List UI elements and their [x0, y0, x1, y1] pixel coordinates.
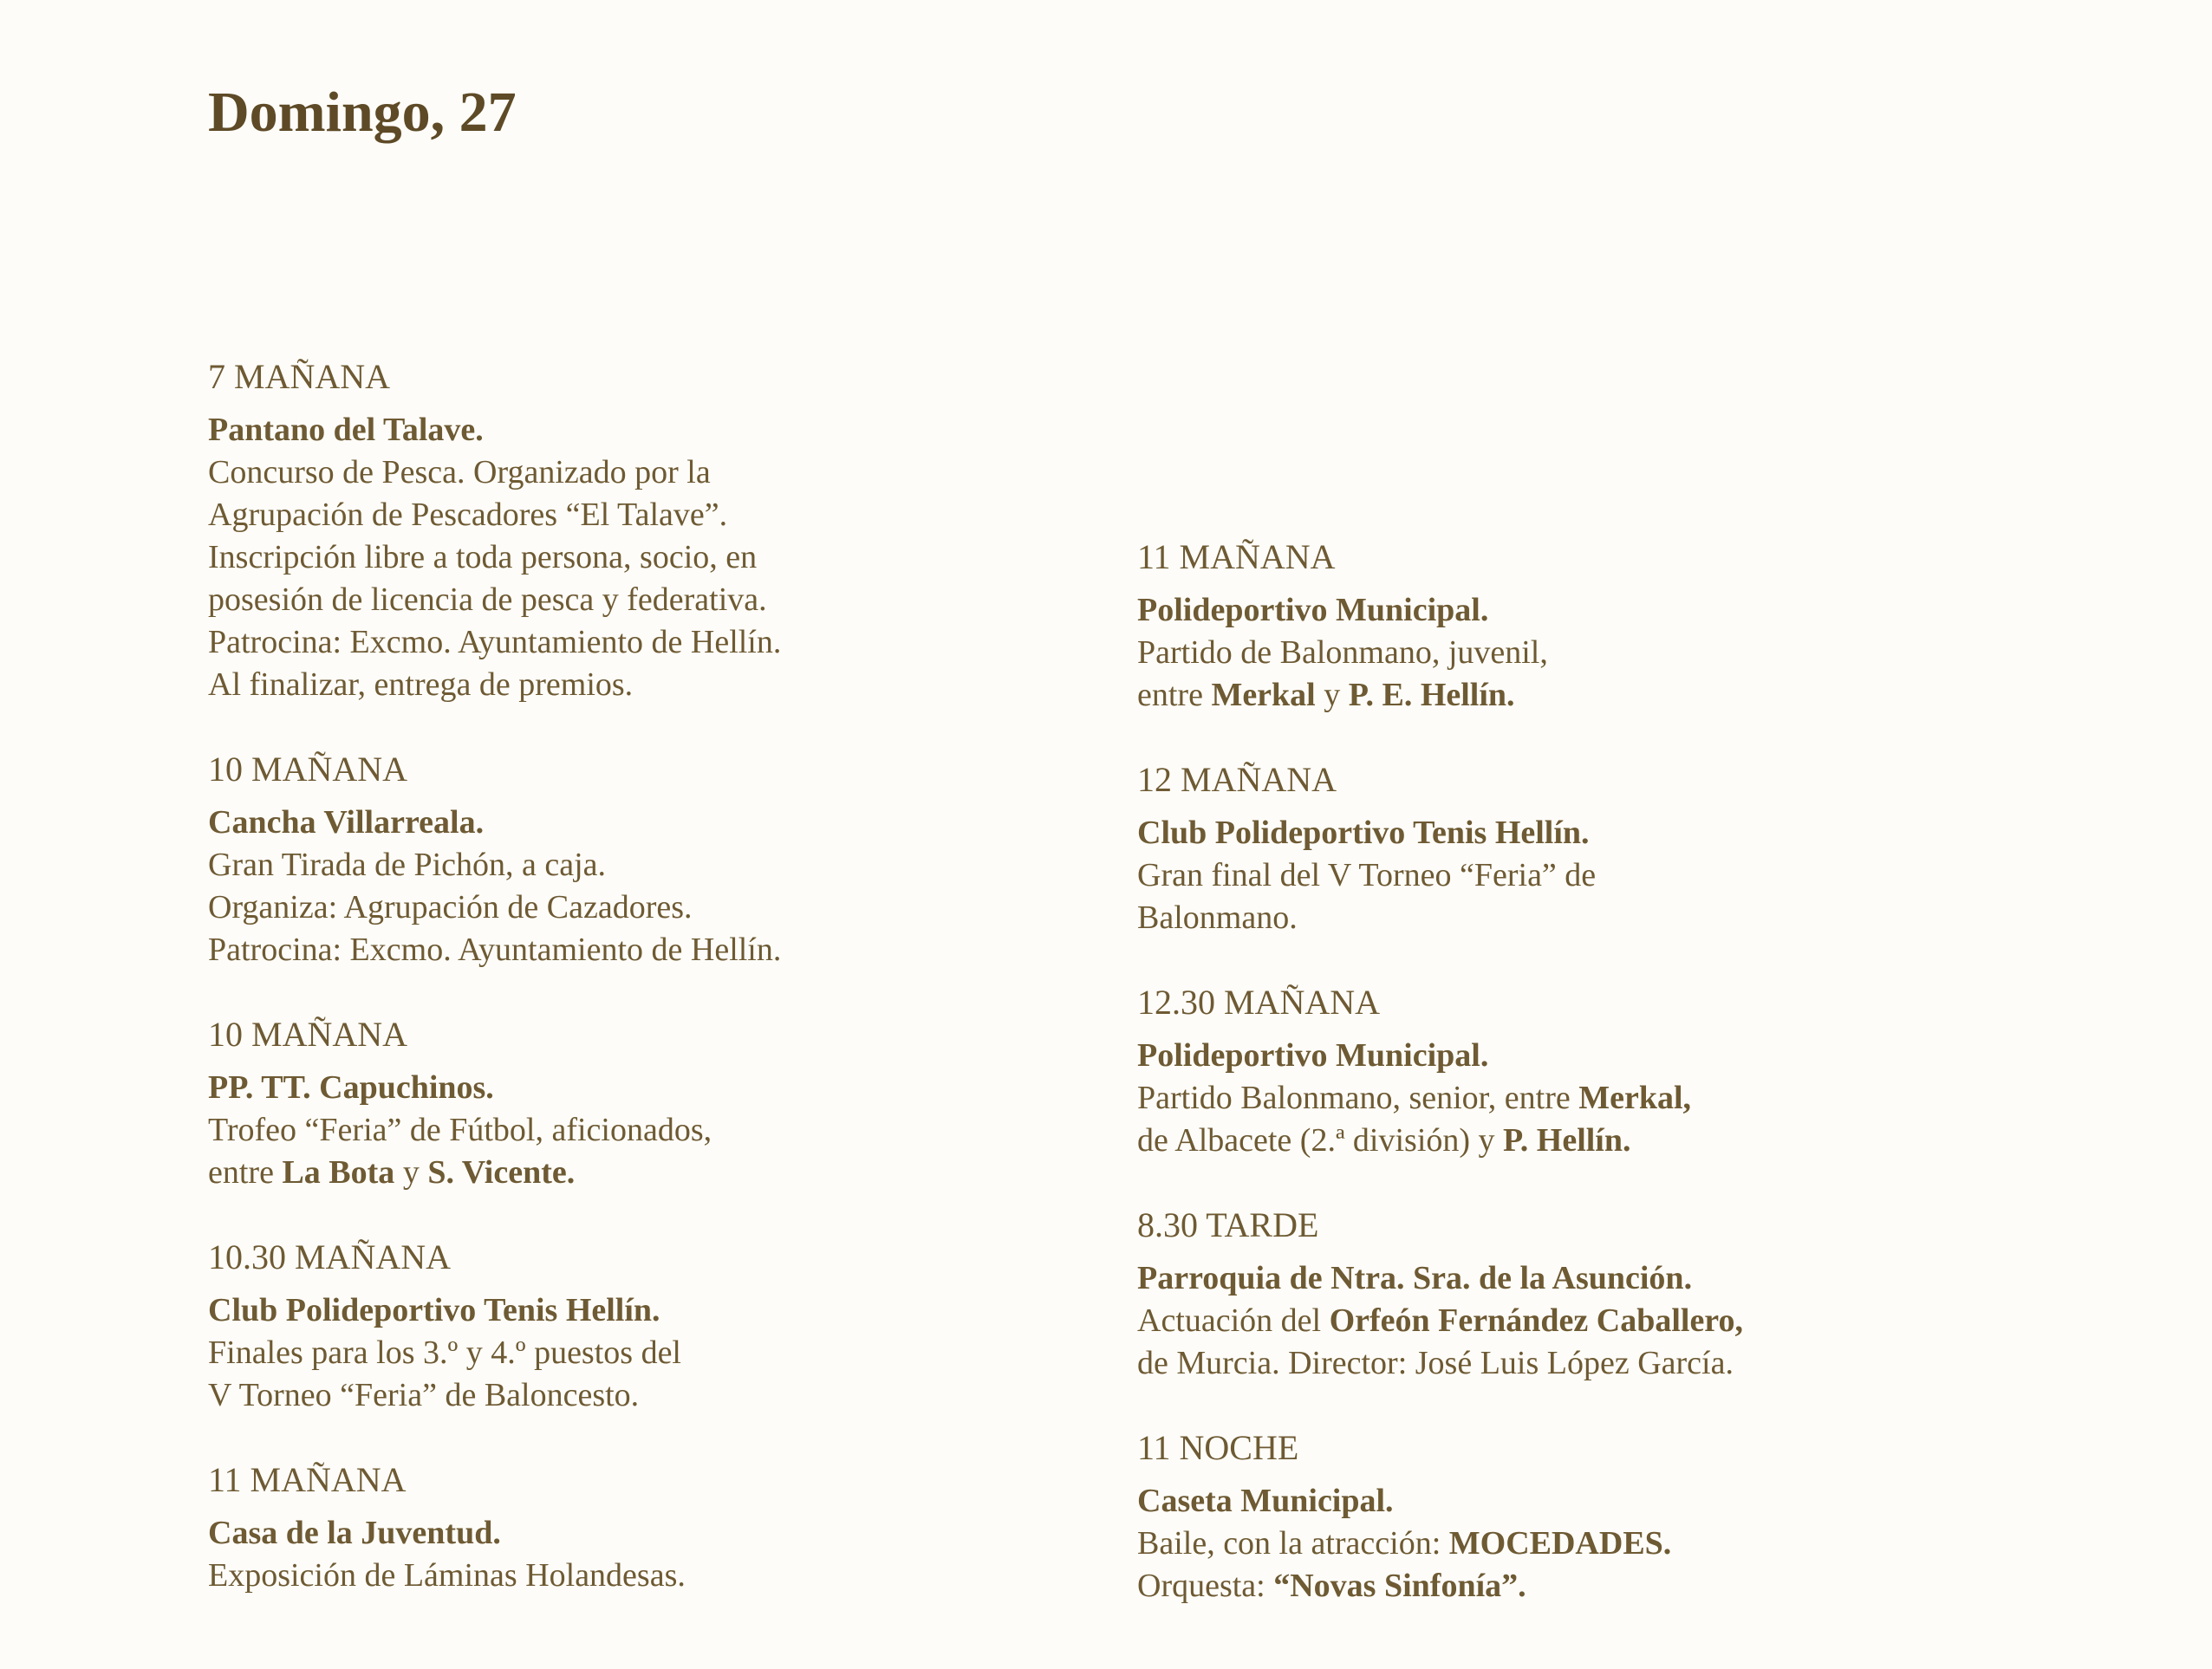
bold-text-segment: Orfeón Fernández Caballero,: [1329, 1302, 1743, 1339]
event-description-line: [208, 1152, 1075, 1194]
event-venue: Caseta Municipal.: [1137, 1483, 1394, 1519]
event-description-line: [208, 1555, 1075, 1597]
text-segment: Inscripción libre a toda persona, socio, en: [208, 539, 758, 575]
text-segment: Al finalizar, entrega de premios.: [208, 666, 634, 703]
event-entry: [1137, 1426, 2004, 1607]
text-segment: Partido de Balonmano, juvenil,: [1137, 634, 1548, 671]
event-description-line: [1137, 674, 2004, 717]
bold-text-segment: S. Vicente.: [427, 1154, 576, 1191]
bold-text-segment: MOCEDADES.: [1448, 1525, 1672, 1562]
text-segment: Actuación del: [1137, 1302, 1330, 1339]
event-description-line: [1137, 1077, 2004, 1120]
event-description-line: [208, 1374, 1075, 1417]
event-description-line: [208, 1332, 1075, 1374]
event-time: 12 MAÑANA: [1137, 760, 1337, 799]
event-time: 7 MAÑANA: [208, 357, 390, 396]
event-time: 12.30 MAÑANA: [1137, 983, 1380, 1022]
event-description-line: [208, 494, 1075, 536]
text-segment: entre: [208, 1154, 283, 1191]
bold-text-segment: Merkal: [1211, 677, 1316, 713]
text-segment: entre: [1137, 677, 1212, 713]
event-description-line: [208, 536, 1075, 579]
left-column: [208, 355, 1075, 1597]
bold-text-segment: Merkal,: [1578, 1080, 1692, 1116]
right-column: [1137, 536, 2004, 1607]
event-description-line: [208, 579, 1075, 621]
text-segment: Gran Tirada de Pichón, a caja.: [208, 847, 607, 883]
event-time: 10.30 MAÑANA: [208, 1237, 451, 1276]
event-description-line: [1137, 1120, 2004, 1162]
text-segment: Baile, con la atracción:: [1137, 1525, 1449, 1562]
text-segment: Concurso de Pesca. Organizado por la: [208, 454, 711, 490]
event-description-line: [208, 844, 1075, 886]
event-venue: Parroquia de Ntra. Sra. de la Asunción.: [1137, 1260, 1693, 1296]
text-segment: de Murcia. Director: José Luis López García.: [1137, 1345, 1734, 1381]
text-segment: Gran final del V Torneo “Feria” de: [1137, 857, 1597, 893]
event-description-line: [1137, 1565, 2004, 1607]
text-segment: y: [1315, 677, 1349, 713]
event-description-line: [208, 1109, 1075, 1152]
bold-text-segment: P. Hellín.: [1503, 1122, 1631, 1159]
text-segment: Partido Balonmano, senior, entre: [1137, 1080, 1579, 1116]
text-segment: y: [394, 1154, 428, 1191]
event-entry: [1137, 1204, 2004, 1385]
event-entry: [208, 355, 1075, 706]
event-venue: Club Polideportivo Tenis Hellín.: [208, 1292, 660, 1328]
bold-text-segment: “Novas Sinfonía”.: [1273, 1568, 1526, 1604]
text-segment: Orquesta:: [1137, 1568, 1274, 1604]
event-description-line: [1137, 897, 2004, 939]
event-time: 11 NOCHE: [1137, 1428, 1299, 1467]
event-description-line: [1137, 1300, 2004, 1342]
page-title: Domingo, 27: [208, 81, 517, 144]
event-venue: PP. TT. Capuchinos.: [208, 1069, 494, 1106]
event-entry: [208, 1236, 1075, 1417]
event-time: 10 MAÑANA: [208, 750, 407, 789]
event-entry: [208, 1458, 1075, 1597]
event-time: 11 MAÑANA: [1137, 537, 1336, 576]
event-entry: [1137, 981, 2004, 1162]
event-entry: [208, 1013, 1075, 1194]
text-segment: posesión de licencia de pesca y federativa.: [208, 581, 767, 618]
text-segment: de Albacete (2.ª división) y: [1137, 1122, 1504, 1159]
text-segment: Exposición de Láminas Holandesas.: [208, 1557, 686, 1594]
bold-text-segment: P. E. Hellín.: [1348, 677, 1515, 713]
event-description-line: [208, 451, 1075, 494]
event-description-line: [1137, 632, 2004, 674]
event-description-line: [1137, 1523, 2004, 1565]
text-segment: Balonmano.: [1137, 899, 1298, 936]
event-venue: Pantano del Talave.: [208, 412, 484, 448]
event-description-line: [208, 929, 1075, 971]
event-entry: [1137, 758, 2004, 939]
event-entry: [208, 748, 1075, 971]
event-venue: Club Polideportivo Tenis Hellín.: [1137, 815, 1590, 851]
event-venue: Cancha Villarreala.: [208, 804, 485, 841]
event-venue: Polideportivo Municipal.: [1137, 592, 1489, 628]
event-time: 8.30 TARDE: [1137, 1205, 1319, 1244]
text-segment: V Torneo “Feria” de Baloncesto.: [208, 1377, 640, 1413]
text-segment: Organiza: Agrupación de Cazadores.: [208, 889, 693, 925]
event-time: 10 MAÑANA: [208, 1015, 407, 1054]
text-segment: Patrocina: Excmo. Ayuntamiento de Hellín.: [208, 624, 782, 660]
bold-text-segment: La Bota: [282, 1154, 395, 1191]
text-segment: Finales para los 3.º y 4.º puestos del: [208, 1335, 681, 1371]
event-description-line: [208, 886, 1075, 929]
event-venue: Polideportivo Municipal.: [1137, 1037, 1489, 1074]
event-time: 11 MAÑANA: [208, 1460, 407, 1499]
event-description-line: [208, 664, 1075, 706]
event-venue: Casa de la Juventud.: [208, 1515, 501, 1551]
event-description-line: [1137, 1342, 2004, 1385]
text-segment: Agrupación de Pescadores “El Talave”.: [208, 497, 728, 533]
text-segment: Trofeo “Feria” de Fútbol, aficionados,: [208, 1112, 712, 1148]
event-entry: [1137, 536, 2004, 717]
event-description-line: [208, 621, 1075, 664]
text-segment: Patrocina: Excmo. Ayuntamiento de Hellín.: [208, 932, 782, 968]
event-description-line: [1137, 854, 2004, 897]
